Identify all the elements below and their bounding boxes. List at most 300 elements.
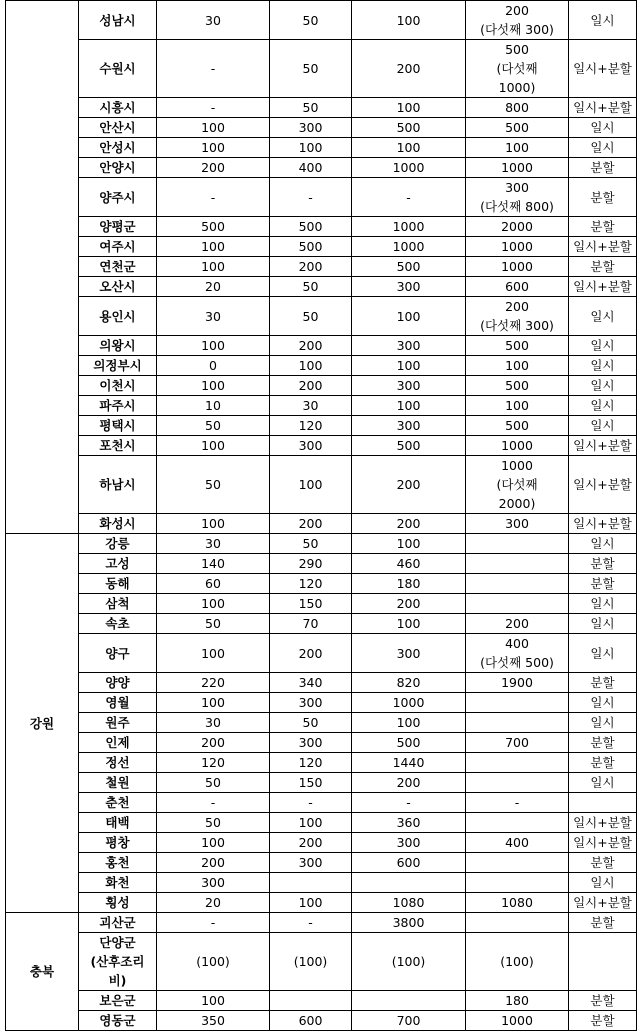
cell-line: 1000 [501, 160, 533, 175]
payment-type [569, 933, 637, 991]
municipality-name: 평택시 [79, 416, 157, 436]
municipality-name: 삼척 [79, 594, 157, 614]
amount-c3: 100 [352, 138, 466, 158]
cell-line: 500 [505, 418, 529, 433]
cell-line: 1080 [501, 895, 533, 910]
payment-type: 분할 [569, 991, 637, 1011]
cell-line: (100) [500, 954, 534, 969]
amount-c4 [466, 813, 569, 833]
payment-type: 일시 [569, 713, 637, 733]
table-row [6, 436, 637, 456]
amount-c3: - [352, 178, 466, 217]
payment-type: 일시 [569, 396, 637, 416]
municipality-name: 양양 [79, 673, 157, 693]
amount-c2: - [270, 913, 352, 933]
table-row [6, 713, 637, 733]
municipality-name: 양구 [79, 634, 157, 673]
amount-c1: 200 [157, 158, 270, 178]
payment-type: 일시+분할 [569, 436, 637, 456]
amount-c4 [466, 933, 569, 991]
amount-c1: 100 [157, 237, 270, 257]
amount-c1: 0 [157, 356, 270, 376]
amount-c4 [466, 40, 569, 98]
cell-line: 1900 [501, 675, 533, 690]
amount-c4 [466, 514, 569, 534]
municipality-name: 오산시 [79, 277, 157, 297]
payment-type: 일시 [569, 773, 637, 793]
amount-c3: 100 [352, 98, 466, 118]
table-row [6, 773, 637, 793]
cell-line: 1000 [501, 239, 533, 254]
amount-c3: 820 [352, 673, 466, 693]
payment-type: 일시 [569, 594, 637, 614]
payment-type: 분할 [569, 913, 637, 933]
payment-type: 일시 [569, 138, 637, 158]
table-row [6, 693, 637, 713]
amount-c1: 100 [157, 833, 270, 853]
table-row [6, 873, 637, 893]
amount-c3: 3800 [352, 913, 466, 933]
amount-c1: 20 [157, 277, 270, 297]
amount-c2: 120 [270, 416, 352, 436]
amount-c3: 100 [352, 614, 466, 634]
municipality-name: 양주시 [79, 178, 157, 217]
payment-type: 일시+분할 [569, 813, 637, 833]
cell-line: 2000 [501, 219, 533, 234]
cell-line: 180 [505, 993, 529, 1008]
amount-c2: 600 [270, 1011, 352, 1031]
amount-c3: 500 [352, 118, 466, 138]
amount-c2: 300 [270, 853, 352, 873]
municipality-name [79, 933, 157, 991]
table-row [6, 853, 637, 873]
payment-type: 일시+분할 [569, 893, 637, 913]
amount-c1: 10 [157, 396, 270, 416]
amount-c2 [270, 991, 352, 1011]
cell-line: (다섯째 800) [480, 199, 554, 214]
amount-c1: 20 [157, 893, 270, 913]
name-line: 비) [108, 973, 127, 988]
amount-c1: 100 [157, 693, 270, 713]
amount-c4 [466, 893, 569, 913]
table-row [6, 336, 637, 356]
payment-type: 일시 [569, 693, 637, 713]
amount-c3: 100 [352, 534, 466, 554]
amount-c4 [466, 217, 569, 237]
table-row [6, 396, 637, 416]
municipality-name: 철원 [79, 773, 157, 793]
municipality-name: 파주시 [79, 396, 157, 416]
table-row [6, 614, 637, 634]
municipality-name: 춘천 [79, 793, 157, 813]
cell-line: (다섯째 500) [480, 655, 554, 670]
cell-line: 300 [505, 516, 529, 531]
table-row [6, 118, 637, 138]
amount-c2: (100) [270, 933, 352, 991]
payment-type: 분할 [569, 673, 637, 693]
region-cell [6, 1, 79, 534]
payment-type: 일시 [569, 614, 637, 634]
amount-c4 [466, 853, 569, 873]
amount-c4 [466, 98, 569, 118]
cell-line: (다섯째 300) [480, 318, 554, 333]
amount-c1: 350 [157, 1011, 270, 1031]
amount-c3: 100 [352, 297, 466, 336]
municipality-name: 여주시 [79, 237, 157, 257]
amount-c1: 200 [157, 853, 270, 873]
amount-c4 [466, 416, 569, 436]
payment-type: 분할 [569, 158, 637, 178]
municipality-name: 속초 [79, 614, 157, 634]
amount-c3: 200 [352, 773, 466, 793]
amount-c3: 200 [352, 514, 466, 534]
amount-c1: 100 [157, 376, 270, 396]
cell-line: 500 [505, 338, 529, 353]
amount-c3: 600 [352, 853, 466, 873]
table-row [6, 933, 637, 991]
payment-type: 일시 [569, 118, 637, 138]
table-row [6, 991, 637, 1011]
amount-c4 [466, 873, 569, 893]
region-cell: 강원 [6, 534, 79, 913]
amount-c1: 50 [157, 773, 270, 793]
amount-c4 [466, 673, 569, 693]
cell-line: 500 [505, 120, 529, 135]
amount-c1: 30 [157, 297, 270, 336]
amount-c1: 300 [157, 873, 270, 893]
cell-line: 1000 [501, 1013, 533, 1028]
amount-c2: 300 [270, 118, 352, 138]
municipality-name: 태백 [79, 813, 157, 833]
cell-line: (다섯째 [496, 477, 538, 492]
amount-c3: 1000 [352, 693, 466, 713]
region-cell: 충북 [6, 913, 79, 1031]
cell-line: 800 [505, 100, 529, 115]
amount-c4 [466, 594, 569, 614]
amount-c2: 50 [270, 297, 352, 336]
table-row [6, 514, 637, 534]
amount-c2 [270, 873, 352, 893]
amount-c1: 50 [157, 813, 270, 833]
municipality-name: 안양시 [79, 158, 157, 178]
table-row [6, 574, 637, 594]
support-table [5, 0, 637, 1031]
amount-c4 [466, 118, 569, 138]
municipality-name: 안성시 [79, 138, 157, 158]
table-row [6, 753, 637, 773]
amount-c3: 500 [352, 733, 466, 753]
table-row [6, 138, 637, 158]
municipality-name: 포천시 [79, 436, 157, 456]
municipality-name: 화천 [79, 873, 157, 893]
cell-line: 100 [505, 140, 529, 155]
amount-c1: - [157, 178, 270, 217]
table-row [6, 554, 637, 574]
table-row [6, 833, 637, 853]
amount-c1: 30 [157, 713, 270, 733]
amount-c3: 1440 [352, 753, 466, 773]
amount-c4 [466, 1, 569, 40]
amount-c3: 100 [352, 713, 466, 733]
amount-c2: 120 [270, 574, 352, 594]
amount-c1: 100 [157, 436, 270, 456]
cell-line: 100 [505, 358, 529, 373]
amount-c1: 50 [157, 614, 270, 634]
municipality-name: 연천군 [79, 257, 157, 277]
amount-c2: 200 [270, 336, 352, 356]
table-row [6, 534, 637, 554]
amount-c2: 100 [270, 356, 352, 376]
amount-c2: 50 [270, 713, 352, 733]
payment-type: 분할 [569, 554, 637, 574]
table-row [6, 893, 637, 913]
payment-type: 일시 [569, 1, 637, 40]
amount-c3: 300 [352, 336, 466, 356]
amount-c4 [466, 534, 569, 554]
amount-c1: 60 [157, 574, 270, 594]
amount-c3: 1080 [352, 893, 466, 913]
cell-line: 2000) [498, 496, 536, 511]
amount-c2: 340 [270, 673, 352, 693]
table-row [6, 456, 637, 514]
amount-c3: - [352, 793, 466, 813]
cell-line: 300 [505, 180, 529, 195]
amount-c2: 400 [270, 158, 352, 178]
payment-type: 일시+분할 [569, 514, 637, 534]
cell-line: 400 [505, 636, 529, 651]
amount-c2: 100 [270, 138, 352, 158]
payment-type: 분할 [569, 1011, 637, 1031]
amount-c4 [466, 138, 569, 158]
amount-c4 [466, 257, 569, 277]
amount-c2: 120 [270, 753, 352, 773]
amount-c4 [466, 178, 569, 217]
amount-c1: 30 [157, 534, 270, 554]
amount-c1: 100 [157, 634, 270, 673]
amount-c2: 50 [270, 1, 352, 40]
amount-c3: 100 [352, 356, 466, 376]
table-row [6, 673, 637, 693]
amount-c2: 150 [270, 773, 352, 793]
amount-c4 [466, 237, 569, 257]
amount-c3 [352, 873, 466, 893]
amount-c4 [466, 733, 569, 753]
amount-c3: 500 [352, 257, 466, 277]
amount-c1: 50 [157, 416, 270, 436]
amount-c2: 50 [270, 277, 352, 297]
amount-c4 [466, 773, 569, 793]
amount-c1: 100 [157, 118, 270, 138]
table-row [6, 178, 637, 217]
cell-line: 100 [505, 398, 529, 413]
name-line: (산후조리 [90, 954, 145, 969]
municipality-name: 하남시 [79, 456, 157, 514]
amount-c2: 200 [270, 634, 352, 673]
amount-c1: 50 [157, 456, 270, 514]
amount-c4 [466, 833, 569, 853]
municipality-name: 양평군 [79, 217, 157, 237]
cell-line: 400 [505, 835, 529, 850]
table-row [6, 813, 637, 833]
amount-c3 [352, 991, 466, 1011]
amount-c2: 290 [270, 554, 352, 574]
municipality-name: 원주 [79, 713, 157, 733]
amount-c1: 140 [157, 554, 270, 574]
cell-line: (다섯째 300) [480, 22, 554, 37]
municipality-name: 고성 [79, 554, 157, 574]
payment-type: 분할 [569, 853, 637, 873]
amount-c4 [466, 356, 569, 376]
cell-line: 1000 [501, 259, 533, 274]
amount-c4 [466, 336, 569, 356]
cell-line: 600 [505, 279, 529, 294]
amount-c1: - [157, 793, 270, 813]
municipality-name: 영월 [79, 693, 157, 713]
payment-type: 일시 [569, 416, 637, 436]
table-row [6, 594, 637, 614]
table-row [6, 1, 637, 40]
payment-type: 분할 [569, 753, 637, 773]
name-line: 단양군 [99, 935, 136, 950]
payment-type: 분할 [569, 257, 637, 277]
payment-type: 일시 [569, 356, 637, 376]
payment-type: 일시 [569, 336, 637, 356]
amount-c1: 120 [157, 753, 270, 773]
amount-c4 [466, 793, 569, 813]
amount-c3: 300 [352, 634, 466, 673]
amount-c3: 300 [352, 833, 466, 853]
amount-c1: 200 [157, 733, 270, 753]
table-row [6, 1011, 637, 1031]
amount-c4 [466, 396, 569, 416]
municipality-name: 인제 [79, 733, 157, 753]
cell-line: 500 [505, 42, 529, 57]
municipality-name: 영동군 [79, 1011, 157, 1031]
amount-c3: 300 [352, 277, 466, 297]
table-row [6, 257, 637, 277]
amount-c1: 100 [157, 991, 270, 1011]
amount-c4 [466, 574, 569, 594]
amount-c3: 300 [352, 376, 466, 396]
table-row [6, 913, 637, 933]
amount-c3: (100) [352, 933, 466, 991]
amount-c3: 100 [352, 1, 466, 40]
cell-line: 1000) [498, 80, 536, 95]
payment-type: 일시+분할 [569, 40, 637, 98]
amount-c2: 150 [270, 594, 352, 614]
amount-c2: 500 [270, 217, 352, 237]
amount-c3: 1000 [352, 217, 466, 237]
amount-c2: 300 [270, 733, 352, 753]
cell-line: 200 [505, 3, 529, 18]
municipality-name: 수원시 [79, 40, 157, 98]
table-row [6, 237, 637, 257]
amount-c3: 200 [352, 40, 466, 98]
payment-type [569, 793, 637, 813]
amount-c2: 50 [270, 98, 352, 118]
amount-c4 [466, 376, 569, 396]
amount-c2: 30 [270, 396, 352, 416]
payment-type: 일시+분할 [569, 277, 637, 297]
payment-type: 분할 [569, 733, 637, 753]
amount-c3: 200 [352, 594, 466, 614]
municipality-name: 이천시 [79, 376, 157, 396]
table-row [6, 376, 637, 396]
amount-c1: 100 [157, 257, 270, 277]
cell-line: 1000 [501, 458, 533, 473]
amount-c2: 500 [270, 237, 352, 257]
amount-c1: 100 [157, 514, 270, 534]
table-row [6, 297, 637, 336]
amount-c4 [466, 991, 569, 1011]
payment-type: 일시 [569, 376, 637, 396]
amount-c4 [466, 297, 569, 336]
amount-c2: 200 [270, 257, 352, 277]
payment-type: 분할 [569, 217, 637, 237]
amount-c4 [466, 713, 569, 733]
amount-c2: 50 [270, 534, 352, 554]
amount-c2: 50 [270, 40, 352, 98]
amount-c1: 220 [157, 673, 270, 693]
cell-line: - [514, 795, 520, 810]
amount-c3: 500 [352, 436, 466, 456]
municipality-name: 보은군 [79, 991, 157, 1011]
amount-c1: 30 [157, 1, 270, 40]
municipality-name: 의정부시 [79, 356, 157, 376]
municipality-name: 횡성 [79, 893, 157, 913]
amount-c1: (100) [157, 933, 270, 991]
payment-type: 일시 [569, 297, 637, 336]
table-row [6, 733, 637, 753]
table-row [6, 356, 637, 376]
municipality-name: 강릉 [79, 534, 157, 554]
amount-c3: 1000 [352, 237, 466, 257]
amount-c3: 700 [352, 1011, 466, 1031]
amount-c4 [466, 158, 569, 178]
payment-type: 분할 [569, 574, 637, 594]
cell-line: 200 [505, 616, 529, 631]
amount-c2: 200 [270, 833, 352, 853]
amount-c2: 100 [270, 813, 352, 833]
amount-c1: 100 [157, 336, 270, 356]
municipality-name: 괴산군 [79, 913, 157, 933]
municipality-name: 정선 [79, 753, 157, 773]
amount-c1: - [157, 98, 270, 118]
amount-c2: 100 [270, 456, 352, 514]
table-body [6, 1, 637, 1031]
amount-c2: 200 [270, 514, 352, 534]
payment-type: 일시 [569, 534, 637, 554]
amount-c4 [466, 456, 569, 514]
table-row [6, 158, 637, 178]
amount-c3: 1000 [352, 158, 466, 178]
municipality-name: 용인시 [79, 297, 157, 336]
payment-type: 일시+분할 [569, 237, 637, 257]
amount-c4 [466, 913, 569, 933]
amount-c4 [466, 634, 569, 673]
amount-c4 [466, 614, 569, 634]
payment-type: 일시+분할 [569, 98, 637, 118]
amount-c1: 100 [157, 594, 270, 614]
payment-type: 일시 [569, 634, 637, 673]
amount-c1: 100 [157, 138, 270, 158]
payment-type: 일시 [569, 873, 637, 893]
amount-c3: 460 [352, 554, 466, 574]
amount-c4 [466, 693, 569, 713]
amount-c2: 100 [270, 893, 352, 913]
payment-type: 일시+분할 [569, 833, 637, 853]
amount-c1: - [157, 913, 270, 933]
